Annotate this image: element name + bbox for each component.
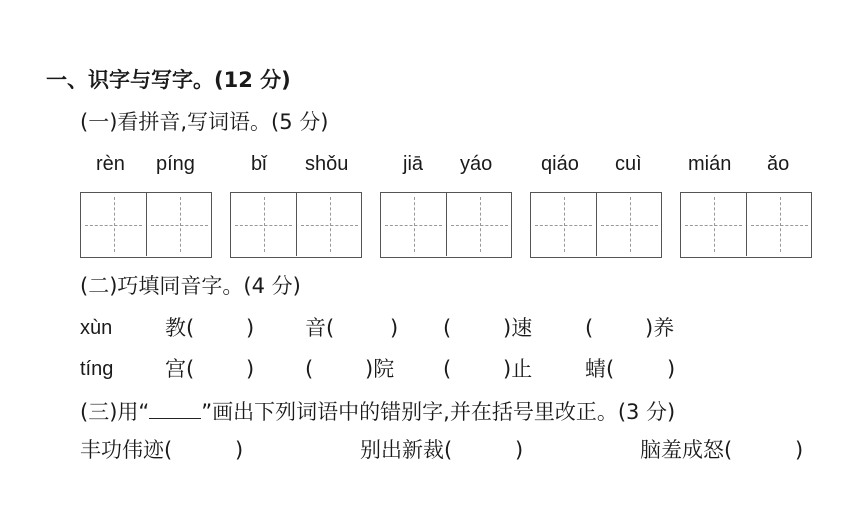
part2-title: (二)巧填同音字。(4 分) [80,274,301,298]
pinyin-label: tíng [80,358,114,380]
fill-prompt: 宫( [165,357,195,381]
pinyin-label: shǒu [305,153,349,175]
answer-paren[interactable]: ) [246,316,255,340]
char-box[interactable] [681,193,747,256]
pinyin-label: ǎo [767,153,790,175]
char-box[interactable] [447,193,512,256]
pinyin-label: yáo [460,153,493,175]
fill-prompt: 教( [165,316,195,340]
fill-prompt: 音( [305,316,335,340]
pinyin-label: mián [688,153,732,175]
char-box[interactable] [297,193,362,256]
char-box-pair [80,192,212,258]
part3-title [80,400,675,423]
char-box[interactable] [381,193,447,256]
answer-paren[interactable]: ) [667,357,676,381]
char-box-pair [230,192,362,258]
pinyin-label: jiā [403,153,424,175]
correction-word: 别出新裁( [360,438,453,462]
answer-paren[interactable]: ( [443,316,452,340]
char-box[interactable] [147,193,212,256]
answer-paren[interactable]: ( [443,357,452,381]
char-box-pair [380,192,512,258]
answer-paren[interactable]: ( [585,316,594,340]
char-box-pair [530,192,662,258]
part3-title-suffix: ”画出下列词语中的错别字,并在括号里改正。(3 分) [201,400,676,424]
char-box[interactable] [231,193,297,256]
char-box[interactable] [597,193,662,256]
char-box[interactable] [81,193,147,256]
char-box-pair [680,192,812,258]
fill-prompt: )止 [503,357,533,381]
char-box[interactable] [531,193,597,256]
answer-paren[interactable]: ) [795,438,804,462]
answer-paren[interactable]: ( [305,357,314,381]
pinyin-label: xùn [80,317,113,339]
char-box[interactable] [747,193,812,256]
underline-blank [149,400,201,419]
pinyin-label: rèn [96,153,125,175]
correction-word: 丰功伟迹( [80,438,173,462]
answer-paren[interactable]: ) [390,316,399,340]
fill-prompt: )养 [645,316,675,340]
answer-paren[interactable]: ) [235,438,244,462]
answer-paren[interactable]: ) [515,438,524,462]
pinyin-label: cuì [615,153,642,175]
part1-title: (一)看拼音,写词语。(5 分) [80,110,329,134]
pinyin-label: qiáo [541,153,579,175]
correction-word: 脑羞成怒( [640,438,733,462]
part3-title-prefix: (三)用“ [80,400,150,424]
pinyin-label: bǐ [251,153,267,175]
answer-paren[interactable]: ) [246,357,255,381]
pinyin-label: píng [156,153,195,175]
section-title: 一、识字与写字。(12 分) [46,68,291,92]
fill-prompt: 蜻( [585,357,615,381]
fill-prompt: )速 [503,316,533,340]
fill-prompt: )院 [365,357,395,381]
